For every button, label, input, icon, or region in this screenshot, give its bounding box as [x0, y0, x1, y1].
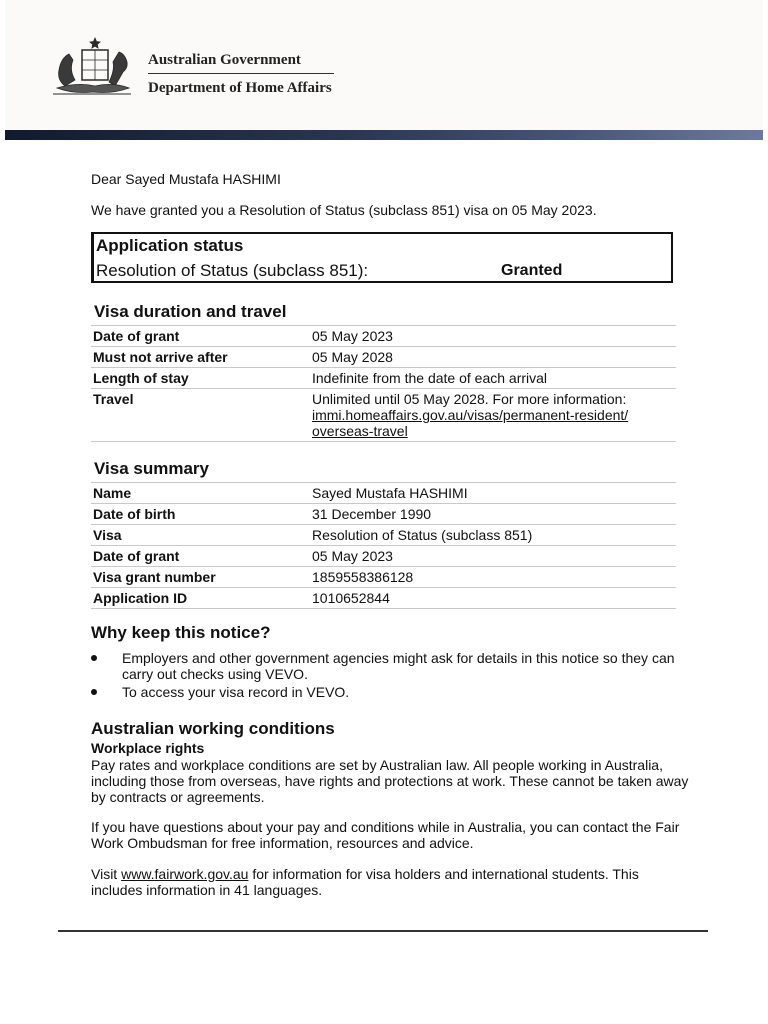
why-keep-heading: Why keep this notice?	[91, 623, 271, 642]
row-key: Travel	[91, 389, 308, 442]
travel-link[interactable]	[312, 407, 628, 439]
row-key: Date of grant	[91, 326, 308, 347]
application-status-value: Granted	[501, 262, 563, 279]
visa-duration-table	[91, 325, 676, 442]
coat-of-arms-icon	[49, 36, 133, 98]
travel-text: Unlimited until 05 May 2028. For more information:	[312, 391, 627, 407]
row-key: Visa grant number	[91, 567, 308, 588]
table-row	[91, 504, 676, 525]
header-band	[5, 130, 763, 140]
department-title: Department of Home Affairs	[148, 80, 332, 96]
application-status-label: Resolution of Status (subclass 851):	[96, 261, 369, 280]
visit-text: Visit	[91, 866, 118, 882]
visa-duration-heading: Visa duration and travel	[94, 302, 287, 321]
working-conditions-heading: Australian working conditions	[91, 719, 335, 738]
row-value: 1859558386128	[308, 567, 676, 588]
header	[5, 0, 763, 130]
header-divider	[148, 73, 334, 74]
row-key: Must not arrive after	[91, 347, 308, 368]
bullet-icon	[91, 689, 97, 695]
table-row	[91, 483, 676, 504]
workplace-rights-subheading: Workplace rights	[91, 740, 205, 756]
list-item-text: To access your visa record in VEVO.	[122, 684, 350, 700]
intro-text: We have granted you a Resolution of Status (subclass 851) visa on 05 May 2023.	[91, 202, 597, 218]
list-item-text: Employers and other government agencies might ask for details in this notice so they can carry out checks using VEVO.	[122, 650, 675, 682]
list-item	[91, 650, 681, 682]
table-row	[91, 567, 676, 588]
greeting: Dear Sayed Mustafa HASHIMI	[91, 171, 281, 187]
list-item	[91, 684, 681, 700]
row-value: Resolution of Status (subclass 851)	[308, 525, 676, 546]
table-row	[91, 326, 676, 347]
why-keep-list	[91, 650, 681, 702]
visa-summary-heading: Visa summary	[94, 459, 209, 478]
travel-link-line-2: overseas-travel	[312, 423, 408, 439]
row-key: Application ID	[91, 588, 308, 609]
working-para-2: If you have questions about your pay and conditions while in Australia, you can contact the Fair Work Ombudsman for free information, resources and advice.	[91, 819, 680, 851]
row-key: Name	[91, 483, 308, 504]
footer-divider	[58, 930, 708, 932]
row-key: Visa	[91, 525, 308, 546]
visa-summary-table	[91, 482, 676, 609]
row-value: 05 May 2023	[308, 546, 676, 567]
table-row	[91, 347, 676, 368]
table-row	[91, 368, 676, 389]
fairwork-link[interactable]: www.fairwork.gov.au	[121, 866, 249, 882]
table-row	[91, 588, 676, 609]
government-title: Australian Government	[148, 52, 301, 68]
row-key: Date of birth	[91, 504, 308, 525]
row-value: 31 December 1990	[308, 504, 676, 525]
row-key: Date of grant	[91, 546, 308, 567]
working-para-1: Pay rates and workplace conditions are set by Australian law. All people working in Australia, including those from overseas, have rights and protections at work. These cannot be taken away by contracts or agreements.	[91, 757, 689, 805]
table-row	[91, 525, 676, 546]
travel-link-line-1: immi.homeaffairs.gov.au/visas/permanent-resident/	[312, 407, 629, 423]
application-status-heading: Application status	[96, 236, 244, 255]
table-row	[91, 546, 676, 567]
row-value: Sayed Mustafa HASHIMI	[308, 483, 676, 504]
working-para-3	[91, 866, 691, 898]
row-value: 1010652844	[308, 588, 676, 609]
row-key: Length of stay	[91, 368, 308, 389]
row-value: 05 May 2023	[308, 326, 676, 347]
bullet-icon	[91, 655, 97, 661]
table-row	[91, 389, 676, 442]
row-value: 05 May 2028	[308, 347, 676, 368]
row-value: Indefinite from the date of each arrival	[308, 368, 676, 389]
visit-rest-text: for information for visa holders and international students. This includes information in 41 languages.	[91, 866, 639, 898]
application-status-box	[91, 232, 673, 283]
travel-value	[308, 389, 676, 442]
